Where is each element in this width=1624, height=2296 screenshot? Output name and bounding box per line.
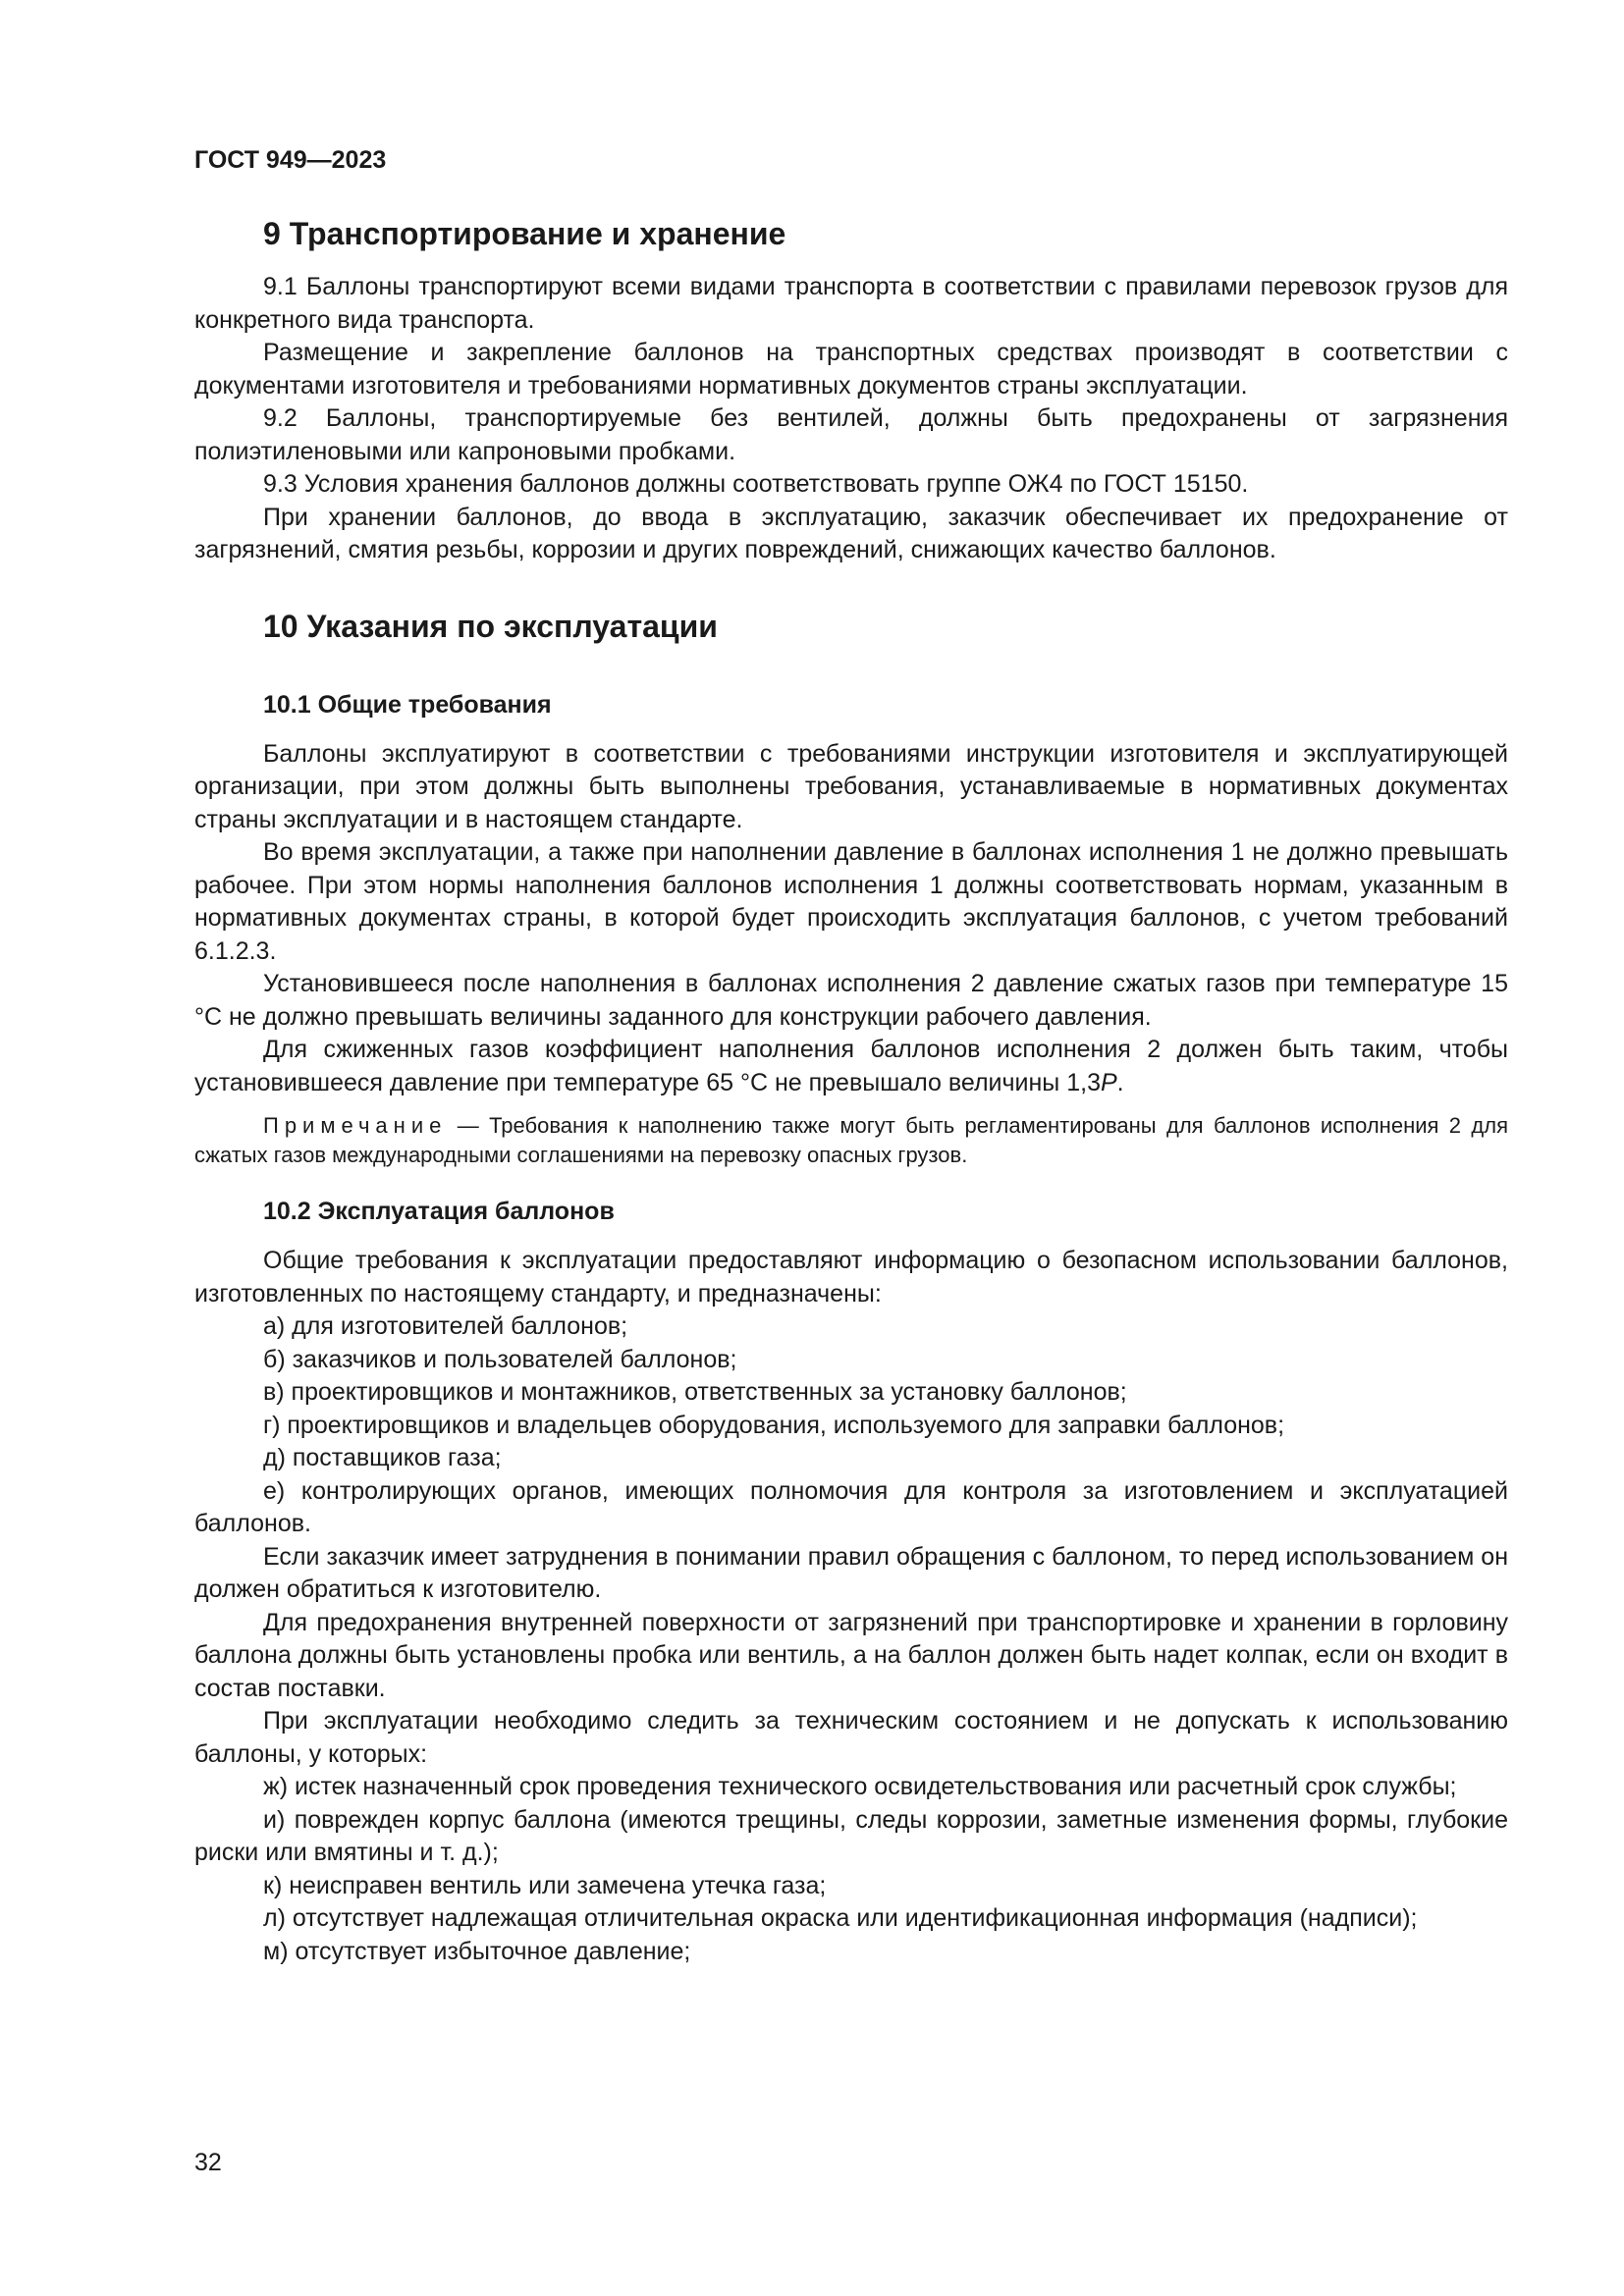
paragraph-10-1-d-text: Для сжиженных газов коэффициент наполнения баллонов исполнения 2 должен быть таким, чтобы установившееся давление при температуре 65 °С не превышало величины 1,3 xyxy=(194,1036,1508,1096)
document-page xyxy=(194,145,1508,1968)
paragraph-10-1-c: Установившееся после наполнения в баллонах исполнения 2 давление сжатых газов при температуре 15 °С не должно превышать величины заданного для конструкции рабочего давления. xyxy=(194,970,1508,1031)
section-9-title: 9 Транспортирование и хранение xyxy=(263,216,786,251)
paragraph-10-1-d xyxy=(194,1034,1508,1099)
paragraph-10-2-intro: Общие требования к эксплуатации предоставляют информацию о безопасном использовании баллонов, изготовленных по настоящему стандарту, и предназначены: xyxy=(194,1247,1508,1308)
list-item: к) неисправен вентиль или замечена утечка газа; xyxy=(263,1871,827,1899)
paragraph-10-1-a: Баллоны эксплуатируют в соответствии с требованиями инструкции изготовителя и эксплуатирующей организации, при этом должны быть выполнены требования, устанавливаемые в нормативных документах страны эксплуатации и в настоящем стандарте. xyxy=(194,739,1508,833)
paragraph-10-1-d-end: . xyxy=(1116,1068,1124,1096)
paragraph-9-2: 9.2 Баллоны, транспортируемые без вентилей, должны быть предохранены от загрязнения полиэтиленовыми или капроновыми пробками. xyxy=(194,404,1508,465)
note-label: Примечание xyxy=(263,1113,448,1138)
list-item: и) поврежден корпус баллона (имеются трещины, следы коррозии, заметные изменения формы, глубокие риски или вмятины и т. д.); xyxy=(194,1805,1508,1866)
list-item: е) контролирующих органов, имеющих полномочия для контроля за изготовлением и эксплуатацией баллонов. xyxy=(194,1476,1508,1537)
list-item: в) проектировщиков и монтажников, ответственных за установку баллонов; xyxy=(263,1378,1127,1406)
list-item: д) поставщиков газа; xyxy=(263,1444,502,1471)
list-item: ж) истек назначенный срок проведения технического освидетельствования или расчетный срок службы; xyxy=(263,1773,1457,1800)
note-text: — Требования к наполнению также могут быть регламентированы для баллонов исполнения 2 для сжатых газов международными соглашениями на перевозку опасных грузов. xyxy=(194,1113,1508,1167)
page-number: 32 xyxy=(194,2149,222,2176)
document-id: ГОСТ 949—2023 xyxy=(194,146,387,174)
paragraph-10-2-b: Для предохранения внутренней поверхности от загрязнений при транспортировке и хранении в горловину баллона должны быть установлены пробка или вентиль, а на баллон должен быть надет колпак, если он входит в состав поставки. xyxy=(194,1608,1508,1702)
note xyxy=(194,1111,1508,1170)
paragraph-9-3: 9.3 Условия хранения баллонов должны соответствовать группе ОЖ4 по ГОСТ 15150. xyxy=(263,470,1249,498)
paragraph-10-2-a: Если заказчик имеет затруднения в понимании правил обращения с баллоном, то перед использованием он должен обратиться к изготовителю. xyxy=(194,1542,1508,1603)
list-item: л) отсутствует надлежащая отличительная окраска или идентификационная информация (надписи); xyxy=(263,1904,1418,1932)
paragraph-10-1-b: Во время эксплуатации, а также при наполнении давление в баллонах исполнения 1 не должно превышать рабочее. При этом нормы наполнения баллонов исполнения 1 должны соответствовать нормам, указанным в нормативных документах страны, в которой будет происходить эксплуатация баллонов, с учетом требований 6.1.2.3. xyxy=(194,838,1508,965)
section-10-title: 10 Указания по эксплуатации xyxy=(263,608,718,644)
paragraph-10-2-c: При эксплуатации необходимо следить за техническим состоянием и не допускать к использованию баллоны, у которых: xyxy=(194,1707,1508,1768)
paragraph-9-3-b: При хранении баллонов, до ввода в эксплуатацию, заказчик обеспечивает их предохранение от загрязнений, смятия резьбы, коррозии и других повреждений, снижающих качество баллонов. xyxy=(194,503,1508,563)
paragraph-9-1: 9.1 Баллоны транспортируют всеми видами транспорта в соответствии с правилами перевозок грузов для конкретного вида транспорта. xyxy=(194,273,1508,334)
list-item: б) заказчиков и пользователей баллонов; xyxy=(263,1345,737,1373)
subsection-10-2-title: 10.2 Эксплуатация баллонов xyxy=(263,1198,615,1225)
pressure-variable: P xyxy=(1100,1068,1117,1096)
paragraph-9-1-b: Размещение и закрепление баллонов на транспортных средствах производят в соответствии с документами изготовителя и требованиями нормативных документов страны эксплуатации. xyxy=(194,339,1508,400)
list-item: а) для изготовителей баллонов; xyxy=(263,1312,628,1340)
subsection-10-1-title: 10.1 Общие требования xyxy=(263,690,552,719)
list-item: м) отсутствует избыточное давление; xyxy=(263,1937,691,1965)
list-item: г) проектировщиков и владельцев оборудования, используемого для заправки баллонов; xyxy=(263,1411,1285,1439)
